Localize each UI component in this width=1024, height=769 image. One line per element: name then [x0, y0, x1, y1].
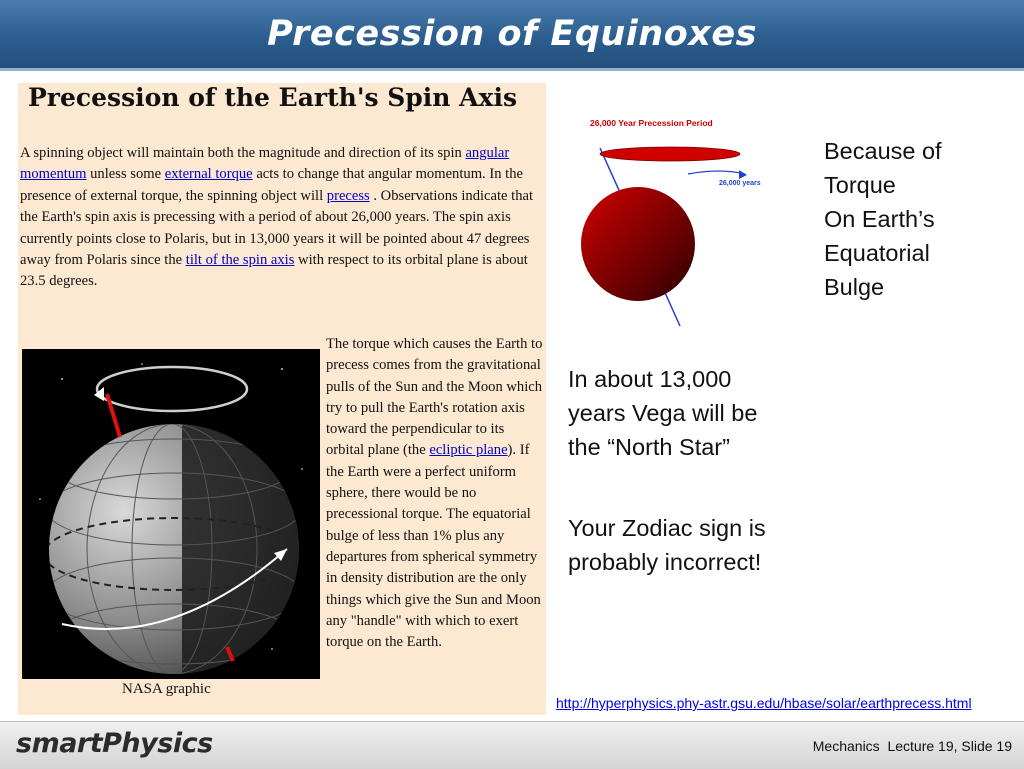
slide-title: Precession of Equinoxes [267, 14, 757, 54]
slide-info: Mechanics Lecture 19, Slide 19 [812, 738, 1012, 754]
diagram-period-label: 26,000 years [719, 180, 761, 187]
hyperphysics-panel [18, 83, 546, 715]
footer-bar [0, 721, 1024, 769]
vega-note: In about 13,000 years Vega will be the “North Star” [568, 366, 758, 460]
zodiac-note: Your Zodiac sign is probably incorrect! [568, 515, 766, 575]
diagram-title: 26,000 Year Precession Period [590, 118, 713, 128]
hyperphysics-link[interactable]: http://hyperphysics.phy-astr.gsu.edu/hbase/solar/earthprecess.html [556, 695, 972, 711]
hyperlink[interactable]: tilt of the spin axis [185, 252, 295, 269]
hyperlink[interactable]: precess [326, 187, 370, 204]
paragraph-text: The torque which causes the Earth to precess comes from the gravitational pulls of the Sun and the Moon which try to pull the Earth's rotation axis toward the perpendicular to its orbital plane (the [326, 336, 543, 459]
paragraph-text: unless some [86, 166, 165, 183]
precession-ellipse [600, 147, 740, 161]
hyperlink[interactable]: angular momentum [20, 145, 510, 183]
paragraph-text: ). If the Earth were a perfect uniform sphere, there would be no precessional torque. The equatorial bulge of less than 1% plus any departures from spherical symmetry in density distribution are the only things which give the Sun and Moon any "handle" with which to exert torque on the Earth. [326, 442, 541, 651]
bulge-line-4: Equatorial [824, 240, 930, 266]
hyperlink[interactable]: external torque [164, 166, 253, 183]
graphic-caption: NASA graphic [122, 681, 211, 697]
bulge-line-2: Torque [824, 172, 896, 198]
paragraph-text: with respect to its orbital plane is about 23.5 degrees. [20, 252, 528, 290]
earth-globe-image [22, 349, 320, 679]
earth-sphere [581, 187, 695, 301]
bulge-line-1: Because of [824, 138, 942, 164]
paragraph-text: A spinning object will maintain both the magnitude and direction of its spin [20, 145, 466, 161]
bulge-line-5: Bulge [824, 274, 885, 300]
bulge-note [824, 134, 1014, 304]
smartphysics-logo: smartPhysics [16, 728, 213, 759]
paragraph-text: . Observations indicate that the Earth's spin axis is precessing with a period of about 26,000 years. The spin axis currently points close to Polaris, but in 13,000 years it will be pointed about 47 degrees away from Polaris since the [20, 187, 534, 269]
torque-paragraph [326, 334, 544, 653]
bulge-line-3: On Earth’s [824, 206, 935, 232]
title-bar [0, 0, 1024, 71]
hyperlink[interactable]: ecliptic plane [429, 442, 508, 459]
paragraph-text: acts to change that angular momentum. In the presence of external torque, the spinning object will [20, 166, 523, 204]
panel-title: Precession of the Earth's Spin Axis [28, 83, 518, 112]
intro-paragraph [20, 143, 544, 293]
precession-diagram-svg [570, 112, 800, 332]
precession-diagram [570, 112, 800, 332]
earth-precession-graphic [22, 349, 320, 679]
